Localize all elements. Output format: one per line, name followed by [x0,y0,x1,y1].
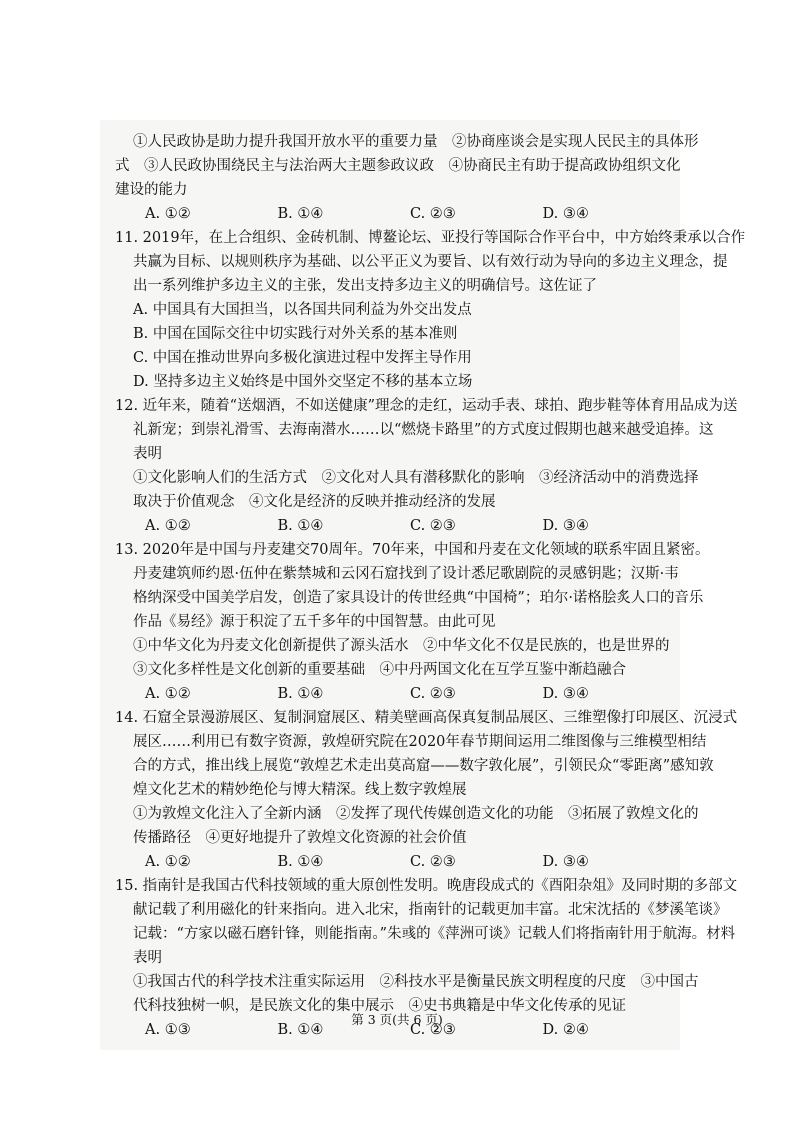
choice-d: D. ②④ [542,1022,589,1038]
option-a: A. 中国具有大国担当，以各国共同利益为外交出发点 [133,302,472,318]
answer-choices [115,850,675,874]
choice-d: D. ③④ [542,686,589,702]
choice-b: B. ①④ [277,206,324,222]
statement-line: ①我国古代的科学技术注重实际运用 ②科技水平是衡量民族文明程度的尺度 ③中国古 [133,974,699,990]
choice-c: C. ②③ [410,1022,456,1038]
question-stem-line: 14. 石窟全景漫游展区、复制洞窟展区、精美壁画高保真复制品展区、三维塑像打印展区、沉浸式 [115,710,738,726]
choice-b: B. ①④ [277,1022,324,1038]
choice-a: A. ①② [145,518,191,534]
option-c: C. 中国在推动世界向多极化演进过程中发挥主导作用 [133,350,472,366]
question-stem-line: 记载：“方家以磁石磨针锋，则能指南。”朱彧的《萍洲可谈》记载人们将指南针用于航海。材料 [133,926,736,942]
question-stem-line: 展区……利用已有数字资源，敦煌研究院在2020年春节期间运用二维图像与三维模型相结 [133,734,707,750]
choice-d: D. ③④ [542,854,589,870]
question-stem-line: 15. 指南针是我国古代科技领域的重大原创性发明。晚唐段成式的《酉阳杂俎》及同时期的多部文 [115,878,738,894]
question-stem-line: 12. 近年来，随着“送烟酒，不如送健康”理念的走红，运动手表、球拍、跑步鞋等体育用品成为送 [115,398,738,414]
choice-c: C. ②③ [410,854,456,870]
choice-d: D. ③④ [542,206,589,222]
option-d: D. 坚持多边主义始终是中国外交坚定不移的基本立场 [133,374,473,390]
statement-line: ①人民政协是助力提升我国开放水平的重要力量 ②协商座谈会是实现人民民主的具体形 [133,134,699,150]
page-number: 第 3 页(共 6 页) [351,1012,443,1027]
question-stem-line: 13. 2020年是中国与丹麦建交70周年。70年来，中国和丹麦在文化领域的联系牢固且紧密。 [115,542,710,558]
choice-a: A. ①③ [145,1022,191,1038]
answer-choices [115,514,675,538]
choice-b: B. ①④ [277,518,324,534]
choice-b: B. ①④ [277,686,324,702]
statement-line: ③文化多样性是文化创新的重要基础 ④中丹两国文化在互学互鉴中渐趋融合 [133,662,626,678]
statement-line: 式 ③人民政协围绕民主与法治两大主题参政议政 ④协商民主有助于提高政协组织文化 [115,158,681,174]
question-stem-line: 作品《易经》源于积淀了五千多年的中国智慧。由此可见 [133,614,496,630]
question-stem-line: 共赢为目标、以规则秩序为基础、以公平正义为要旨、以有效行动为导向的多边主义理念，提 [133,254,728,270]
option-b: B. 中国在国际交往中切实践行对外关系的基本准则 [133,326,458,342]
question-12 [115,394,738,538]
question-stem-line: 献记载了利用磁化的针来指向。进入北宋，指南针的记载更加丰富。北宋沈括的《梦溪笔谈》 [133,902,728,918]
question-13 [115,538,710,706]
question-stem-line: 表明 [133,950,162,966]
choice-a: A. ①② [145,854,191,870]
statement-line: ①为敦煌文化注入了全新内涵 ②发挥了现代传媒创造文化的功能 ③拓展了敦煌文化的 [133,806,699,822]
question-stem-line: 丹麦建筑师约恩·伍仲在紫禁城和云冈石窟找到了设计悉尼歌剧院的灵感钥匙；汉斯·韦 [133,566,679,582]
statement-line: ①中华文化为丹麦文化创新提供了源头活水 ②中华文化不仅是民族的，也是世界的 [133,638,670,654]
choice-c: C. ②③ [410,686,456,702]
choice-a: A. ①② [145,206,191,222]
question-10 [115,130,699,226]
statement-line: ①文化影响人们的生活方式 ②文化对人具有潜移默化的影响 ③经济活动中的消费选择 [133,470,699,486]
question-stem-line: 表明 [133,446,162,462]
question-11 [115,226,746,394]
choice-b: B. ①④ [277,854,324,870]
statement-line: 建设的能力 [115,182,188,198]
page-footer [0,1010,794,1028]
choice-c: C. ②③ [410,206,456,222]
choice-c: C. ②③ [410,518,456,534]
statement-line: 取决于价值观念 ④文化是经济的反映并推动经济的发展 [133,494,496,510]
answer-choices [115,202,675,226]
exam-page-content [115,130,746,1042]
choice-d: D. ③④ [542,518,589,534]
question-stem-line: 礼新宠；到崇礼滑雪、去海南潜水……以“燃烧卡路里”的方式度过假期也越来越受追捧。这 [133,422,714,438]
choice-a: A. ①② [145,686,191,702]
question-stem-line: 合的方式，推出线上展览“敦煌艺术走出莫高窟——数字敦化展”，引领民众“零距离”感知敦 [133,758,714,774]
statement-line: 代科技独树一帜，是民族文化的集中展示 ④史书典籍是中华文化传承的见证 [133,998,626,1014]
answer-choices [115,682,675,706]
question-stem-line: 煌文化艺术的精妙绝伦与博大精深。线上数字敦煌展 [133,782,467,798]
question-14 [115,706,738,874]
question-stem-line: 出一系列维护多边主义的主张，发出支持多边主义的明确信号。这佐证了 [133,278,597,294]
statement-line: 传播路径 ④更好地提升了敦煌文化资源的社会价值 [133,830,467,846]
question-stem-line: 格纳深受中国美学启发，创造了家具设计的传世经典“中国椅”；珀尔·诺格脍炙人口的音乐 [133,590,704,606]
question-stem-line: 11. 2019年，在上合组织、金砖机制、博鳌论坛、亚投行等国际合作平台中，中方始终秉承以合作 [115,230,746,246]
